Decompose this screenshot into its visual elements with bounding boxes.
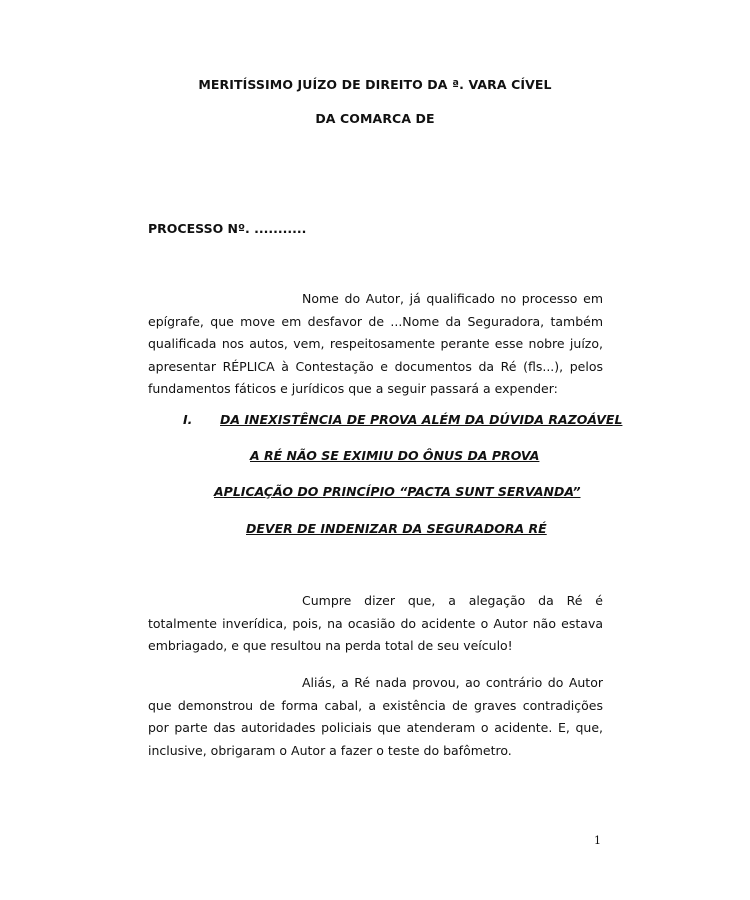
section-title-4: DEVER DE INDENIZAR DA SEGURADORA RÉ — [246, 521, 547, 536]
section-title-3: APLICAÇÃO DO PRINCÍPIO “PACTA SUNT SERVANDA” — [214, 484, 581, 499]
section-title-1: DA INEXISTÊNCIA DE PROVA ALÉM DA DÚVIDA RAZOÁVEL — [220, 412, 623, 427]
court-header-line-2 — [0, 111, 750, 126]
court-header-line-2-text: DA COMARCA DE — [315, 111, 435, 126]
section-title-2: A RÉ NÃO SE EXIMIU DO ÔNUS DA PROVA — [250, 448, 540, 463]
body-paragraph-1: Cumpre dizer que, a alegação da Ré é totalmente inverídica, pois, na ocasião do acidente o Autor não estava embriagado, e que resultou na perda total de seu veículo! — [148, 593, 603, 653]
intro-paragraph: Nome do Autor, já qualificado no processo em epígrafe, que move em desfavor de ...Nome da Seguradora, também qualificada nos autos, vem, respeitosamente perante esse nobre juízo, apresentar RÉPLICA à Contestação e documentos da Ré (fls...), pelos fundamentos fáticos e jurídicos que a seguir passará a expender: — [148, 291, 603, 396]
page-number: 1 — [594, 834, 601, 847]
body-paragraph-2: Aliás, a Ré nada provou, ao contrário do Autor que demonstrou de forma cabal, a existência de graves contradições por parte das autoridades policiais que atenderam o acidente. E, que, inclusive, obrigaram o Autor a fazer o teste do bafômetro. — [148, 675, 603, 758]
section-number: I. — [183, 412, 193, 427]
court-header-line-1: MERITÍSSIMO JUÍZO DE DIREITO DA ª. VARA CÍVEL — [198, 77, 552, 92]
process-number: PROCESSO Nº. ........... — [148, 221, 307, 236]
